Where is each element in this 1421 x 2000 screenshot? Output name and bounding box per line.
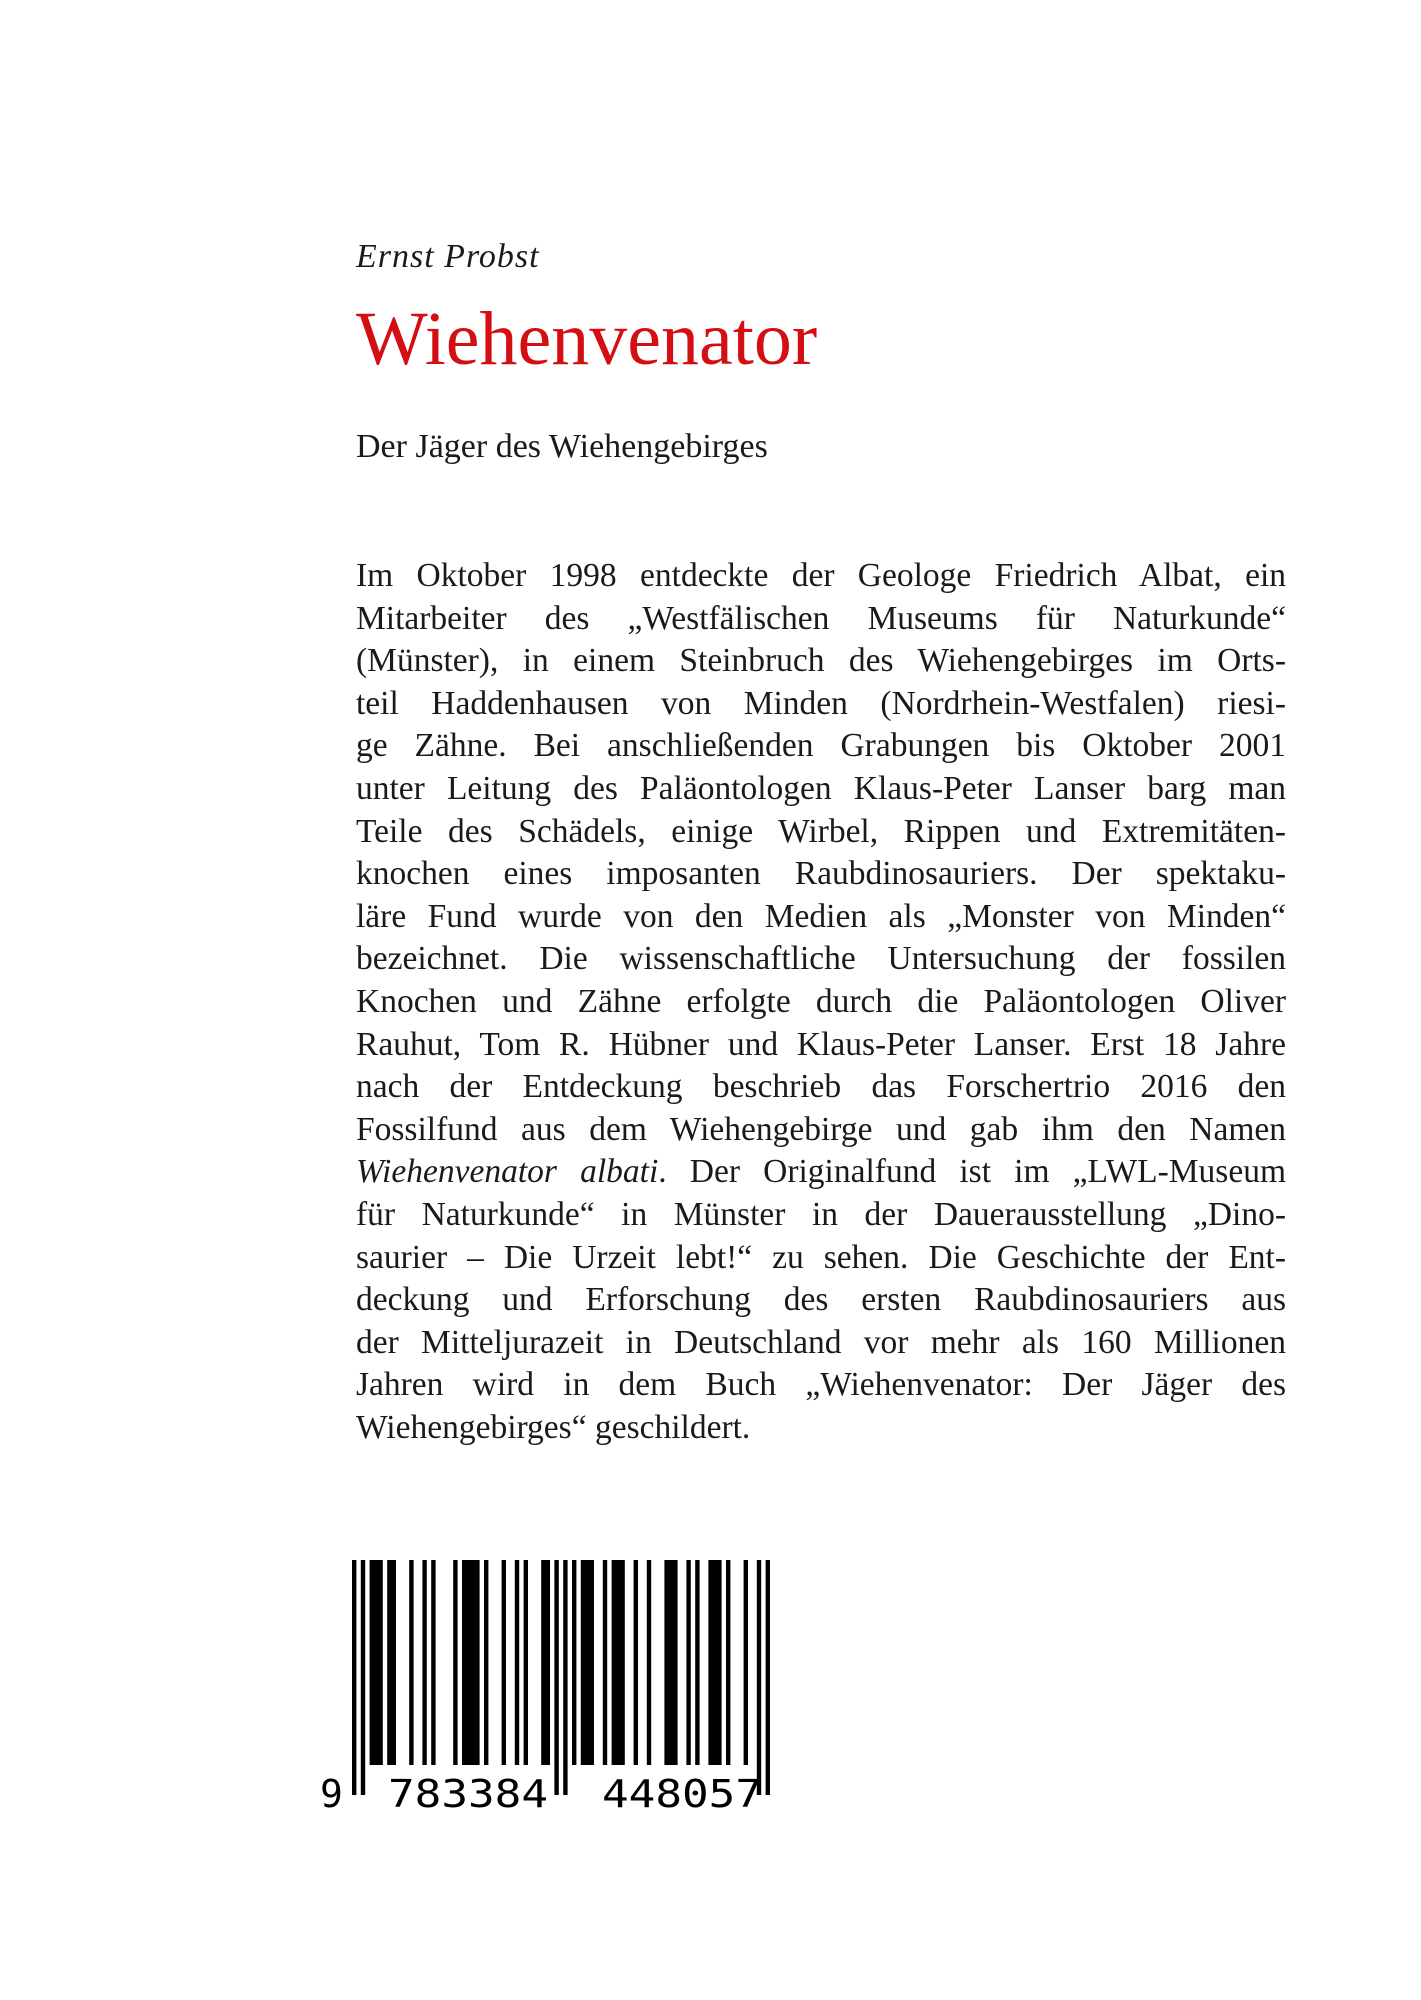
barcode-bar	[695, 1560, 699, 1765]
blurb-line: Fossilfund aus dem Wiehengebirge und gab ihm den Namen	[356, 1110, 1286, 1148]
blurb-line: (Münster), in einem Steinbruch des Wiehengebirges im Orts-	[356, 642, 1286, 680]
blurb-line: läre Fund wurde von den Medien als „Monster von Minden“	[356, 897, 1286, 935]
barcode-bar	[502, 1560, 506, 1765]
blurb-line: der Mitteljurazeit in Deutschland vor mehr als 160 Millionen	[356, 1323, 1286, 1361]
barcode-bar	[387, 1560, 396, 1765]
barcode-bars	[352, 1560, 770, 1795]
isbn-barcode	[312, 1555, 812, 1815]
species-name: Wiehenvenator albati	[356, 1153, 659, 1191]
barcode-bar	[766, 1560, 770, 1795]
barcode-bar	[422, 1560, 426, 1765]
barcode-bar	[757, 1560, 761, 1795]
barcode-bar	[484, 1560, 488, 1765]
blurb-line: Teile des Schädels, einige Wirbel, Rippen und Extremitäten-	[356, 812, 1286, 850]
blurb-text	[356, 555, 1286, 1449]
barcode-right-group: 448057	[602, 1772, 762, 1815]
barcode-left-group: 783384	[388, 1772, 548, 1815]
blurb-line: Wiehengebirges“ geschildert.	[356, 1408, 751, 1446]
barcode-bar	[370, 1560, 383, 1765]
book-subtitle: Der Jäger des Wiehengebirges	[356, 428, 768, 465]
barcode-bar	[744, 1560, 748, 1765]
barcode-first-digit: 9	[320, 1772, 343, 1815]
blurb-line: Rauhut, Tom R. Hübner und Klaus-Peter Lanser. Erst 18 Jahre	[356, 1025, 1286, 1063]
barcode-bar	[664, 1560, 677, 1765]
barcode-bar	[431, 1560, 435, 1765]
barcode-bar	[634, 1560, 638, 1765]
blurb-line: für Naturkunde“ in Münster in der Dauerausstellung „Dino-	[356, 1195, 1286, 1233]
blurb-line: bezeichnet. Die wissenschaftliche Untersuchung der fossilen	[356, 940, 1286, 978]
barcode-graphic	[312, 1555, 812, 1815]
barcode-bar	[647, 1560, 651, 1765]
blurb-line	[356, 1151, 1286, 1194]
barcode-bar	[572, 1560, 576, 1765]
barcode-bar	[462, 1560, 480, 1765]
blurb-line: deckung und Erforschung des ersten Raubdinosauriers aus	[356, 1281, 1286, 1319]
barcode-bar	[361, 1560, 365, 1795]
blurb-line: Knochen und Zähne erfolgte durch die Paläontologen Oliver	[356, 982, 1286, 1020]
blurb-line: Mitarbeiter des „Westfälischen Museums für Naturkunde“	[356, 599, 1286, 637]
barcode-digits	[320, 1772, 762, 1815]
blurb-line: Jahren wird in dem Buch „Wiehenvenator: Der Jäger des	[356, 1366, 1286, 1404]
barcode-bar	[563, 1560, 567, 1795]
blurb-line: Im Oktober 1998 entdeckte der Geologe Friedrich Albat, ein	[356, 557, 1286, 594]
blurb-line: ge Zähne. Bei anschließenden Grabungen bis Oktober 2001	[356, 727, 1286, 765]
barcode-bar	[541, 1560, 550, 1765]
barcode-bar	[554, 1560, 558, 1795]
barcode-bar	[603, 1560, 607, 1765]
book-title: Wiehenvenator	[356, 297, 818, 381]
blurb-line: unter Leitung des Paläontologen Klaus-Peter Lanser barg man	[356, 769, 1286, 807]
blurb-line: teil Haddenhausen von Minden (Nordrhein-Westfalen) riesi-	[356, 684, 1286, 722]
blurb-line-rest: . Der Originalfund ist im „LWL-Museum	[658, 1153, 1286, 1191]
barcode-bar	[409, 1560, 413, 1765]
barcode-bar	[708, 1560, 721, 1765]
barcode-bar	[581, 1560, 594, 1765]
barcode-bar	[726, 1560, 730, 1765]
barcode-bar	[453, 1560, 457, 1765]
barcode-bar	[515, 1560, 519, 1765]
blurb-line: saurier – Die Urzeit lebt!“ zu sehen. Die Geschichte der Ent-	[356, 1238, 1286, 1276]
author-name: Ernst Probst	[356, 238, 540, 275]
blurb-line: nach der Entdeckung beschrieb das Forschertrio 2016 den	[356, 1068, 1286, 1106]
barcode-bar	[686, 1560, 690, 1765]
barcode-bar	[612, 1560, 625, 1765]
blurb-line: knochen eines imposanten Raubdinosauriers. Der spektaku-	[356, 855, 1286, 893]
barcode-bar	[352, 1560, 356, 1795]
barcode-bar	[524, 1560, 528, 1765]
